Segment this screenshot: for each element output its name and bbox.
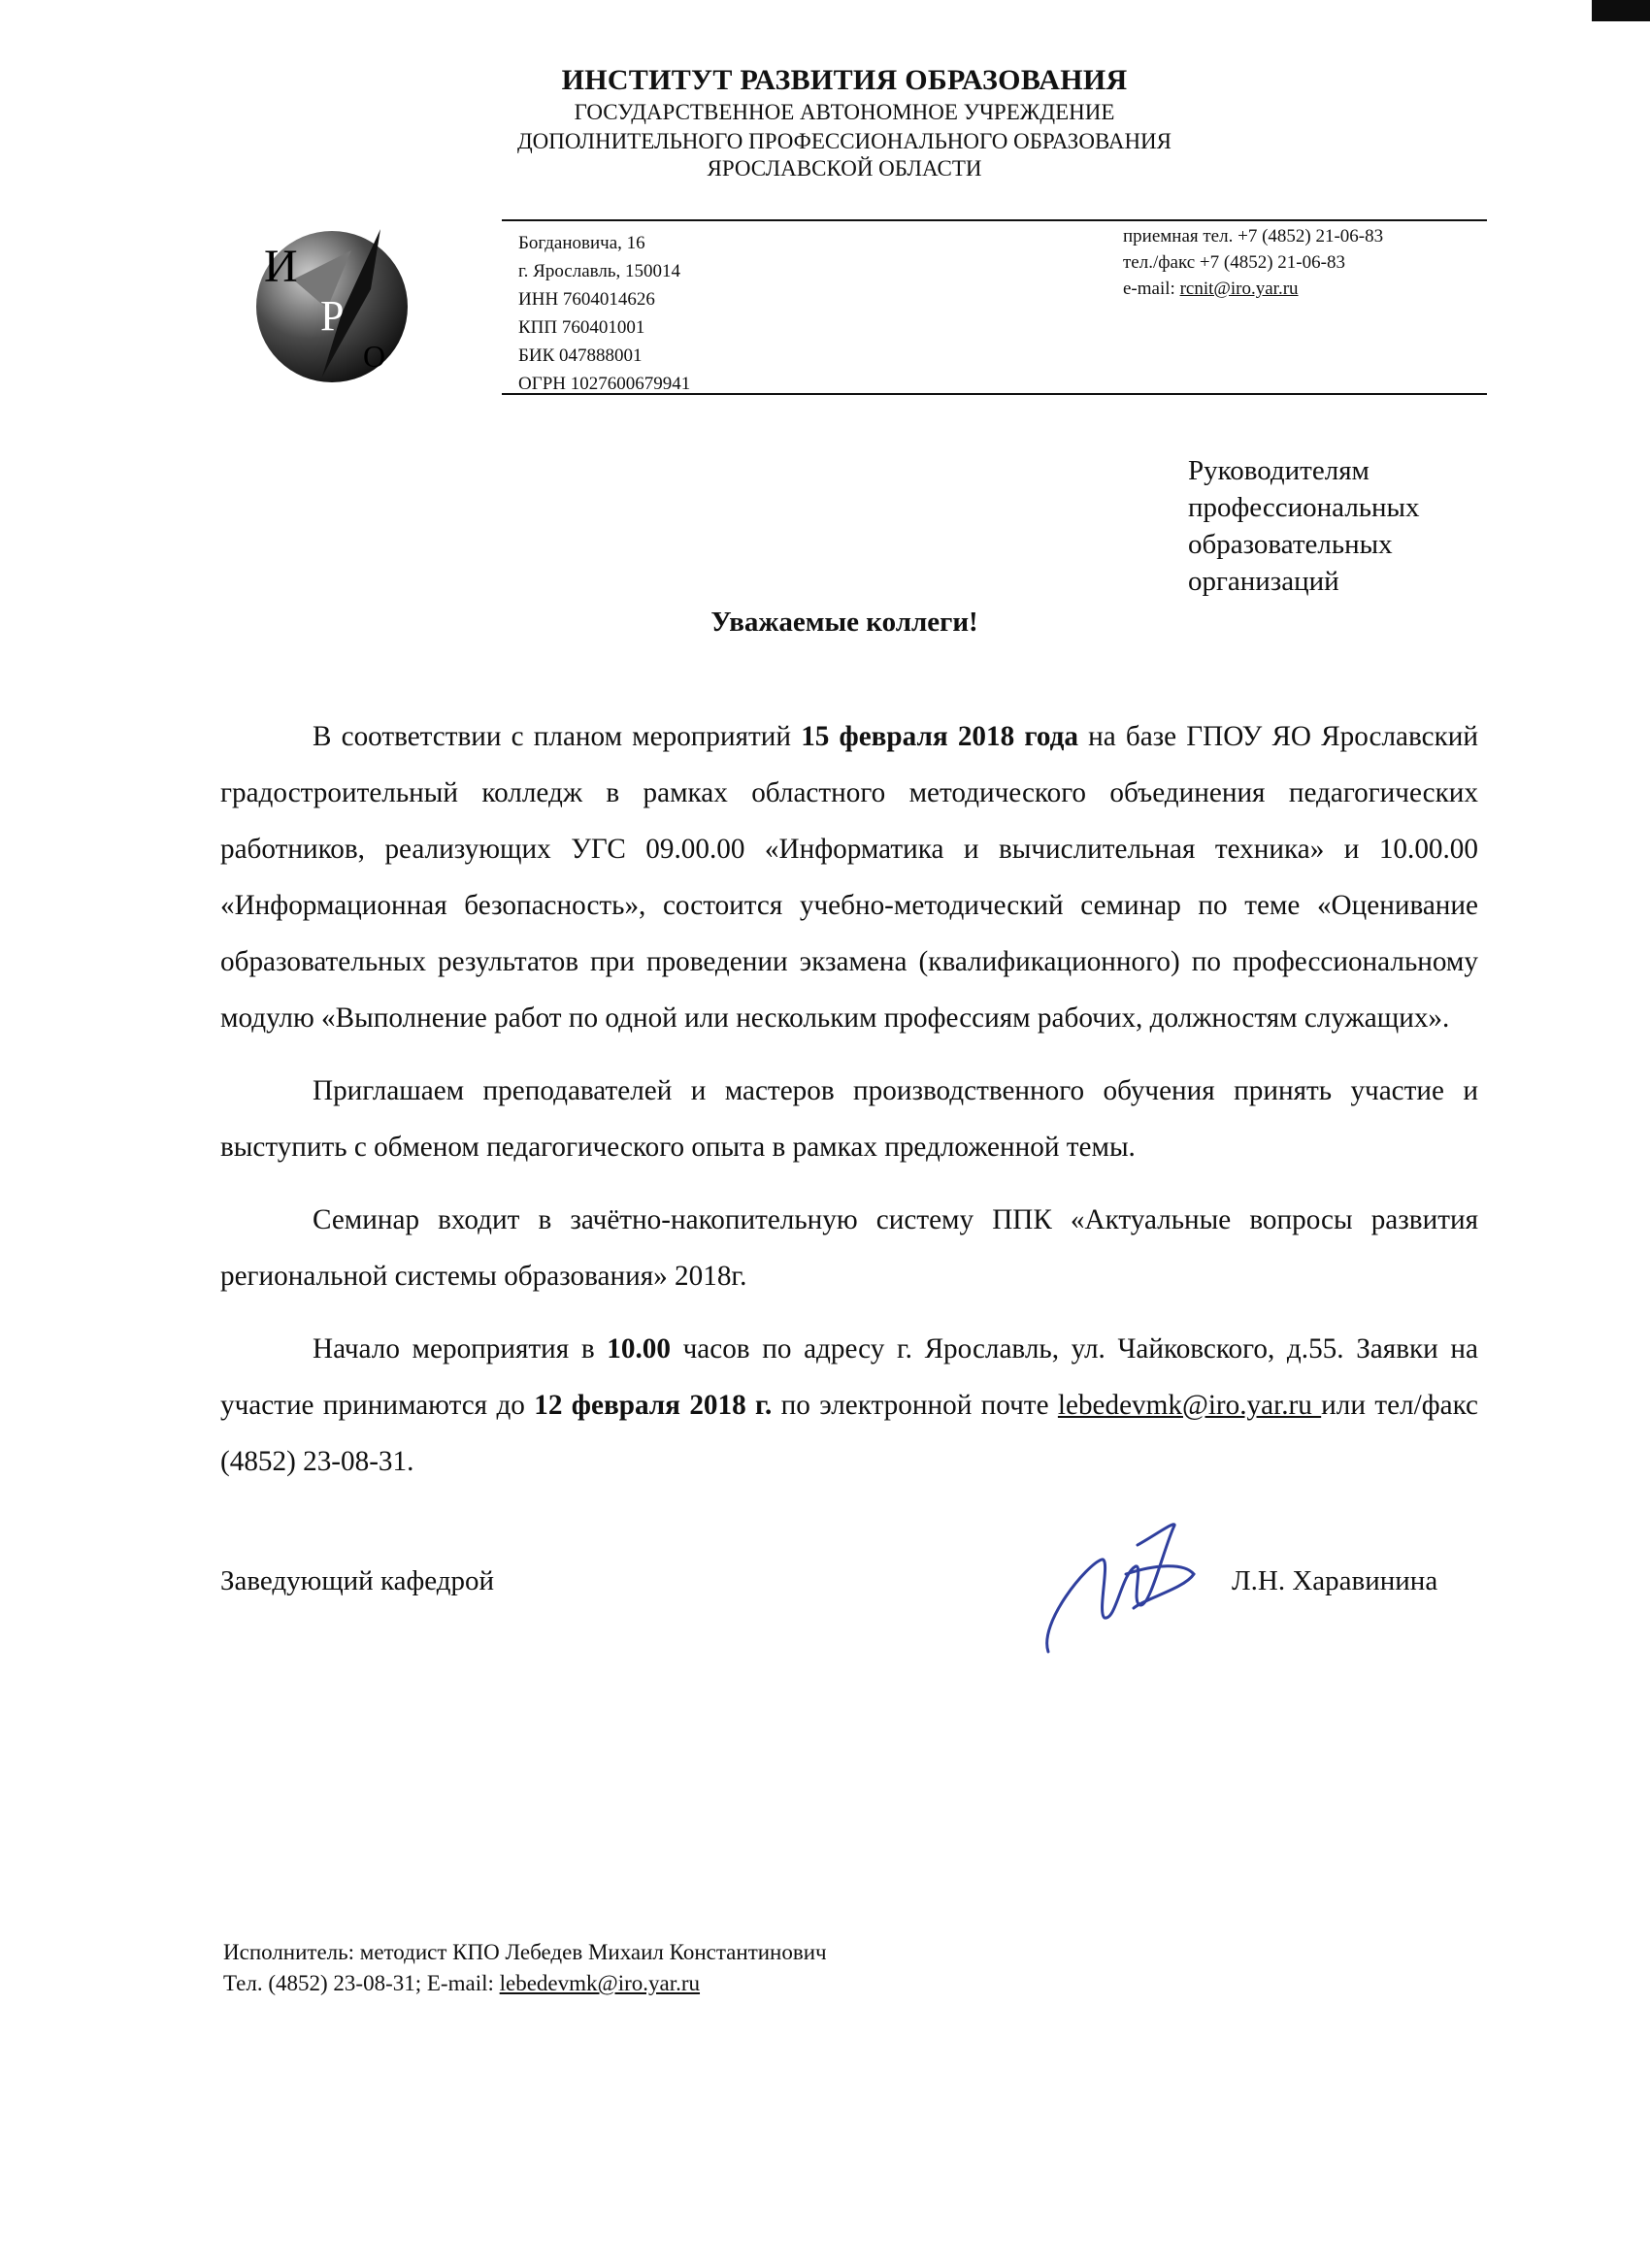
ogrn: ОГРН 1027600679941 [518, 374, 691, 394]
institute-logo [235, 221, 429, 386]
paragraph-seminar [220, 708, 1478, 1046]
text-fragment: В соответствии с планом мероприятий [313, 721, 802, 752]
requisites-left [518, 229, 690, 398]
contact-email-link[interactable]: lebedevmk@iro.yar.ru [1057, 1390, 1322, 1421]
phone-fax: тел./факс +7 (4852) 21-06-83 [1123, 252, 1345, 273]
executor-line: Исполнитель: методист КПО Лебедев Михаил Константинович [223, 1940, 827, 1964]
handwritten-signature [1029, 1506, 1213, 1661]
letter-body [220, 708, 1478, 1490]
signatory-position: Заведующий кафедрой [220, 1565, 495, 1596]
addressee [1188, 452, 1420, 600]
paragraph-logistics [220, 1321, 1478, 1490]
event-date: 15 февраля 2018 года [801, 721, 1078, 752]
requisites-bottom-rule [502, 393, 1487, 395]
requisites-right [1123, 223, 1383, 302]
paragraph-invitation: Приглашаем преподавателей и мастеров производственного обучения принять участие и выступить с обменом педагогического опыта в рамках предложенной темы. [220, 1075, 1478, 1163]
logo-letter-2: Р [320, 292, 345, 340]
addressee-line: Руководителям [1188, 455, 1370, 486]
text-fragment: или тел/факс (4852) 23-08-31. [220, 1390, 1478, 1477]
bik: БИК 047888001 [518, 345, 643, 366]
scan-edge-mark [1592, 0, 1650, 21]
phone-reception: приемная тел. +7 (4852) 21-06-83 [1123, 226, 1384, 247]
address-street: Богдановича, 16 [518, 233, 645, 253]
greeting: Уважаемые коллеги! [710, 607, 978, 638]
text-fragment: на базе ГПОУ ЯО Ярославский градостроительный колледж в рамках областного методического объединения педагогических работников, реализующих УГС 09.00.00 «Информатика и вычислительная техника» и 10.00.00 «Информационная безопасность», состоится учебно-методический семинар по теме «Оценивание образовательных результатов при проведении экзамена (квалификационного) по профессиональному модулю «Выполнение работ по одной или нескольким профессиям рабочих, должностям служащих». [220, 721, 1478, 1034]
text-fragment: по электронной почте [772, 1390, 1058, 1421]
institute-email-link[interactable]: rcnit@iro.yar.ru [1179, 279, 1299, 299]
address-city: г. Ярославль, 150014 [518, 261, 681, 281]
addressee-line: образовательных [1188, 529, 1393, 560]
logo-letter-3: О [363, 339, 386, 374]
kpp: КПП 760401001 [518, 317, 645, 338]
text-fragment: часов по адресу г. Ярославль, ул. Чайковского, д.55. Заявки на участие принимаются до [220, 1333, 1478, 1421]
addressee-line: профессиональных [1188, 492, 1420, 523]
email-line [1123, 276, 1383, 302]
addressee-line: организаций [1188, 566, 1339, 597]
inn: ИНН 7604014626 [518, 289, 655, 310]
institution-region: ЯРОСЛАВСКОЙ ОБЛАСТИ [707, 156, 982, 181]
footer-executor [223, 1937, 827, 1999]
email-label: e-mail: [1123, 279, 1180, 299]
signatory-name: Л.Н. Харавинина [1232, 1565, 1438, 1596]
text-fragment: Начало мероприятия в [313, 1333, 608, 1364]
paragraph-system: Семинар входит в зачётно-накопительную систему ППК «Актуальные вопросы развития региональной системы образования» 2018г. [220, 1204, 1478, 1292]
application-deadline: 12 февраля 2018 г. [534, 1390, 773, 1421]
institution-type: ГОСУДАРСТВЕННОЕ АВТОНОМНОЕ УЧРЕЖДЕНИЕ [574, 100, 1115, 124]
executor-contact [223, 1968, 827, 1999]
requisites-top-rule [502, 219, 1487, 221]
institute-title: ИНСТИТУТ РАЗВИТИЯ ОБРАЗОВАНИЯ [561, 64, 1128, 96]
start-time: 10.00 [607, 1333, 671, 1364]
institution-education-type: ДОПОЛНИТЕЛЬНОГО ПРОФЕССИОНАЛЬНОГО ОБРАЗОВАНИЯ [516, 129, 1172, 153]
logo-letter-1: И [264, 241, 298, 292]
text-fragment: Тел. (4852) 23-08-31; E-mail: [223, 1971, 500, 1995]
executor-email-link[interactable]: lebedevmk@iro.yar.ru [499, 1971, 701, 1995]
